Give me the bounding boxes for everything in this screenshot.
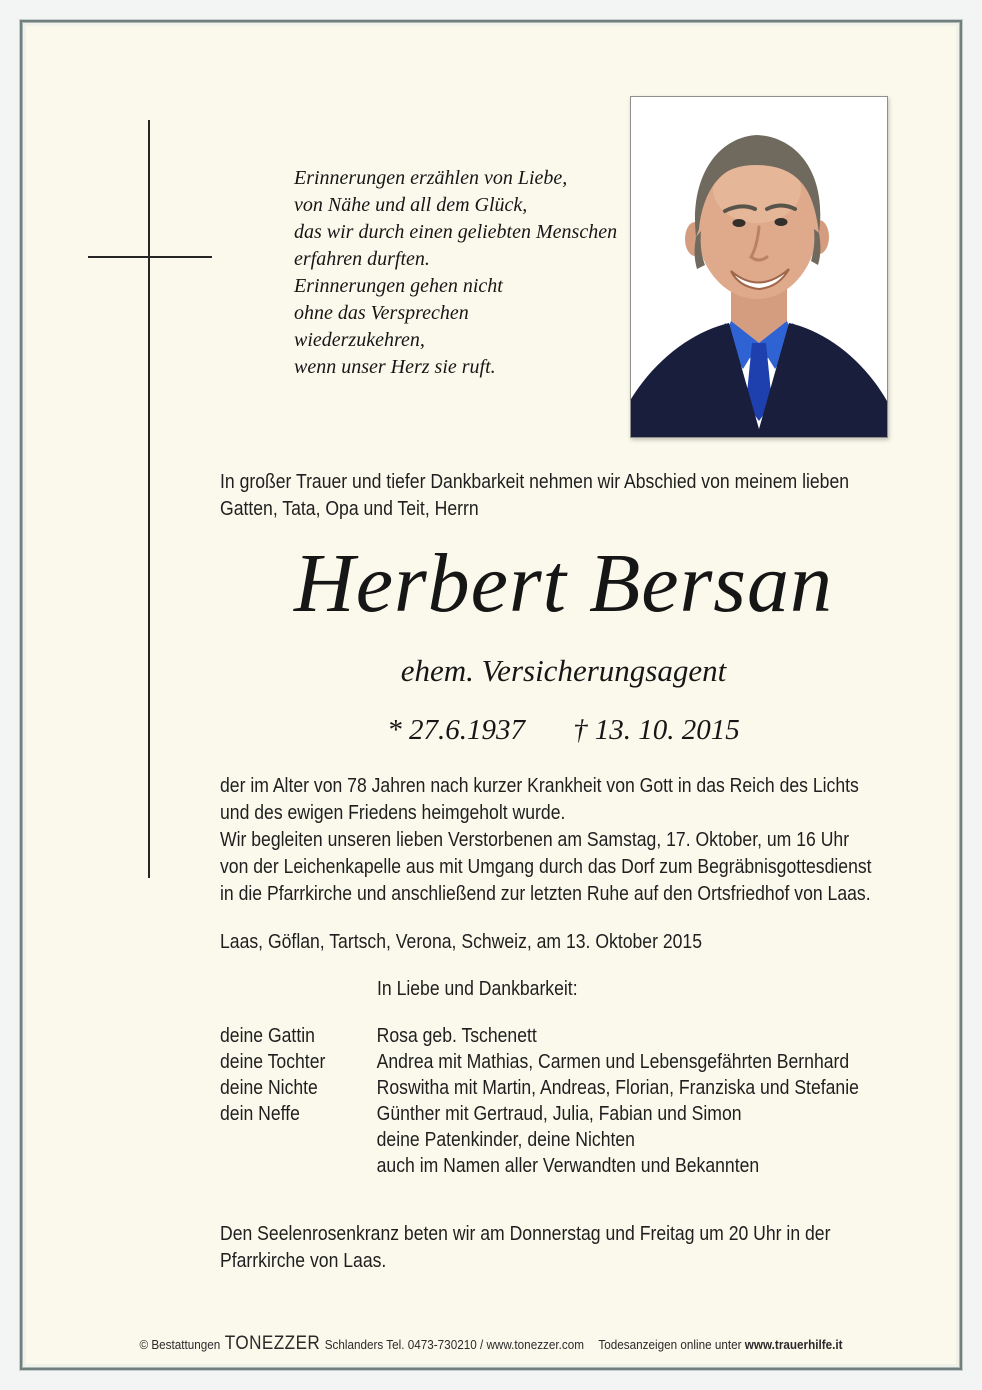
family-list [220, 1023, 859, 1179]
life-dates [220, 712, 907, 748]
deceased-profession: ehem. Versicherungsagent [400, 653, 727, 688]
rosary-notice: Den Seelenrosenkranz beten wir am Donnerstag und Freitag um 20 Uhr in der Pfarrkirche von Laas. [220, 1223, 831, 1272]
death-date: † 13. 10. 2015 [573, 714, 740, 746]
family-names: Roswitha mit Martin, Andreas, Florian, Franziska und Stefanie [376, 1077, 859, 1099]
family-relation: deine Gattin [220, 1025, 315, 1047]
portrait-illustration [631, 97, 887, 437]
family-names: auch im Namen aller Verwandten und Bekannten [376, 1155, 760, 1177]
left-eye [733, 219, 746, 227]
places-and-date-line: Laas, Göflan, Tartsch, Verona, Schweiz, am 13. Oktober 2015 [220, 931, 702, 953]
family-names: deine Patenkinder, deine Nichten [376, 1129, 635, 1151]
footer-website-link: www.trauerhilfe.it [744, 1337, 843, 1352]
family-row [220, 1127, 859, 1153]
family-row [220, 1075, 859, 1101]
obituary-card [20, 20, 962, 1370]
family-row [220, 1023, 859, 1049]
portrait-photo [630, 96, 888, 438]
funeral-home-brand: TONEZZER [224, 1333, 321, 1354]
family-row [220, 1049, 859, 1075]
family-row [220, 1101, 859, 1127]
birth-date: * 27.6.1937 [387, 714, 525, 746]
cross-vertical-bar [148, 120, 150, 878]
memorial-poem: Erinnerungen erzählen von Liebe, von Nähe und all dem Glück, das wir durch einen geliebten Menschen erfahren durften. Erinnerungen gehen nicht ohne das Versprechen wiederzukehren, wenn unser Herz sie ruft. [294, 167, 618, 378]
footer-online-text: Todesanzeigen online unter [598, 1337, 742, 1352]
death-circumstances-paragraph: der im Alter von 78 Jahren nach kurzer Krankheit von Gott in das Reich des Lichts und des ewigen Friedens heimgeholt wurde. [220, 775, 859, 824]
family-relation: dein Neffe [220, 1103, 300, 1125]
family-relation: deine Tochter [220, 1051, 326, 1073]
family-relation [220, 1153, 377, 1179]
family-names: Günther mit Gertraud, Julia, Fabian und Simon [376, 1103, 742, 1125]
announcement-intro: In großer Trauer und tiefer Dankbarkeit nehmen wir Abschied von meinem lieben Gatten, Tata, Opa und Teit, Herrn [220, 471, 850, 520]
deceased-name: Herbert Bersan [294, 537, 833, 630]
closing-phrase: In Liebe und Dankbarkeit: [377, 978, 578, 1000]
cross-horizontal-bar [88, 256, 212, 258]
right-eye [775, 218, 788, 226]
funeral-home-footer [75, 1334, 907, 1355]
family-relation: deine Nichte [220, 1077, 318, 1099]
funeral-details-paragraph: Wir begleiten unseren lieben Verstorbenen am Samstag, 17. Oktober, um 16 Uhr von der Leichenkapelle aus mit Umgang durch das Dorf zum Begräbnisgottesdienst in die Pfarrkirche und anschließend zur letzten Ruhe auf den Ortsfriedhof von Laas. [220, 829, 872, 905]
footer-address: Schlanders Tel. 0473-730210 / www.tonezzer.com [324, 1337, 585, 1352]
family-relation [220, 1127, 377, 1153]
family-names: Rosa geb. Tschenett [376, 1025, 537, 1047]
footer-copyright: © Bestattungen [139, 1337, 221, 1352]
family-row [220, 1153, 859, 1179]
family-names: Andrea mit Mathias, Carmen und Lebensgefährten Bernhard [376, 1051, 850, 1073]
